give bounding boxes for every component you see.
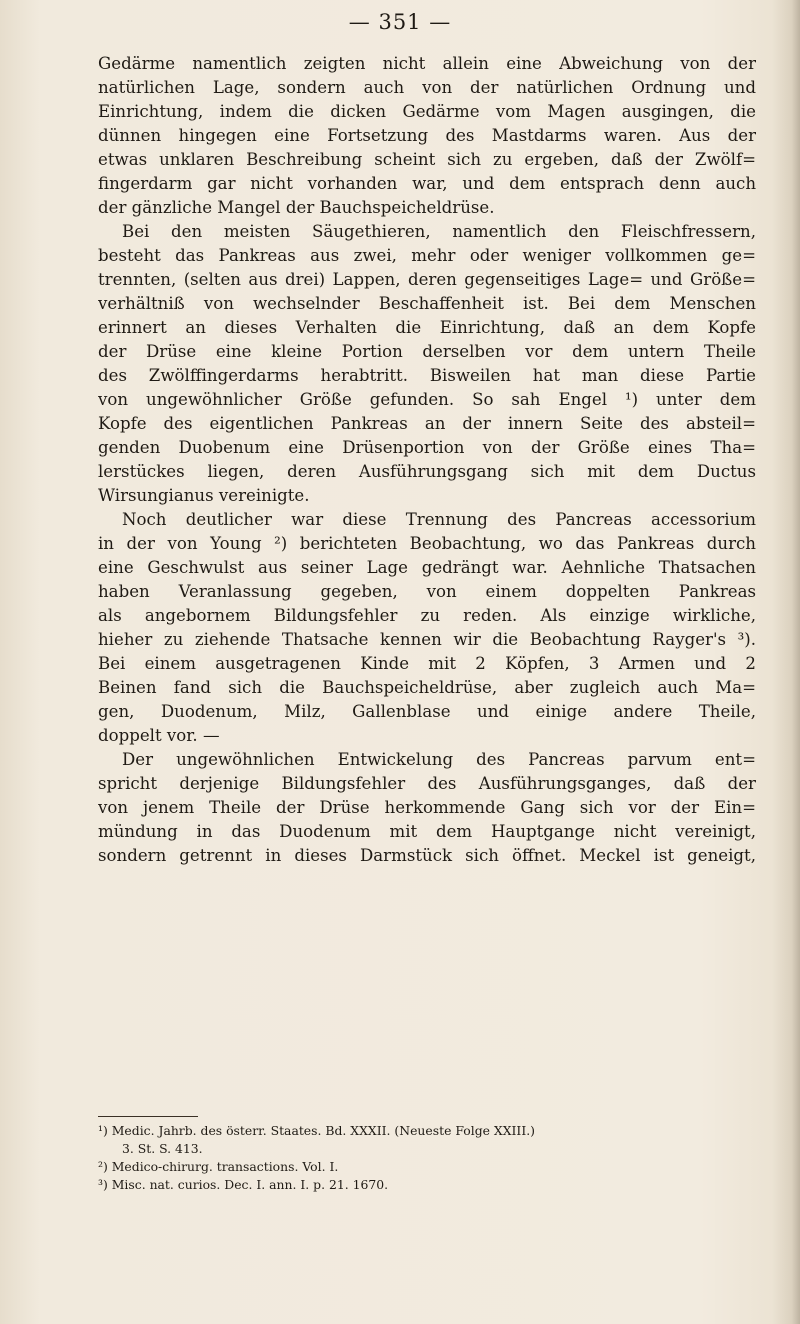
text-line: haben Veranlassung gegeben, von einem doppelten Pankreas — [98, 582, 756, 601]
text-line: sondern getrennt in dieses Darmstück sich öffnet. Meckel ist geneigt, — [98, 846, 756, 865]
footnotes — [98, 1122, 756, 1194]
text-line: trennten, (selten aus drei) Lappen, deren gegenseitiges Lage= und Größe= — [98, 270, 756, 289]
footnote-line: ²) Medico-chirurg. transactions. Vol. I. — [98, 1159, 339, 1174]
text-line: in der von Young ²) berichteten Beobachtung, wo das Pankreas durch — [98, 534, 756, 553]
text-line: Bei den meisten Säugethieren, namentlich den Fleischfressern, — [122, 222, 756, 241]
text-line: spricht derjenige Bildungsfehler des Ausführungsganges, daß der — [98, 774, 756, 793]
footnote-line: 3. St. S. 413. — [122, 1141, 203, 1156]
text-line: Der ungewöhnlichen Entwickelung des Pancreas parvum ent= — [122, 750, 756, 769]
text-line: gen, Duodenum, Milz, Gallenblase und einige andere Theile, — [98, 702, 756, 721]
footnote-rule — [98, 1116, 198, 1117]
body-text — [98, 52, 756, 868]
page-number: — 351 — — [348, 10, 452, 34]
text-line: dünnen hingegen eine Fortsetzung des Mastdarms waren. Aus der — [98, 126, 756, 145]
text-line: von ungewöhnlicher Größe gefunden. So sah Engel ¹) unter dem — [98, 390, 756, 409]
text-line: fingerdarm gar nicht vorhanden war, und dem entsprach denn auch — [98, 174, 756, 193]
text-line: natürlichen Lage, sondern auch von der natürlichen Ordnung und — [98, 78, 756, 97]
text-line: eine Geschwulst aus seiner Lage gedrängt war. Aehnliche Thatsachen — [98, 558, 756, 577]
text-line: verhältniß von wechselnder Beschaffenheit ist. Bei dem Menschen — [98, 294, 756, 313]
text-line: Wirsungianus vereinigte. — [98, 486, 310, 505]
text-line: Beinen fand sich die Bauchspeicheldrüse, aber zugleich auch Ma= — [98, 678, 756, 697]
text-line: der gänzliche Mangel der Bauchspeicheldrüse. — [98, 198, 495, 217]
text-line: etwas unklaren Beschreibung scheint sich zu ergeben, daß der Zwölf= — [98, 150, 756, 169]
text-line: hieher zu ziehende Thatsache kennen wir die Beobachtung Rayger's ³). — [98, 630, 756, 649]
footnote-line: ¹) Medic. Jahrb. des österr. Staates. Bd. XXXII. (Neueste Folge XXIII.) — [98, 1123, 535, 1138]
text-line: erinnert an dieses Verhalten die Einrichtung, daß an dem Kopfe — [98, 318, 756, 337]
text-line: Bei einem ausgetragenen Kinde mit 2 Köpfen, 3 Armen und 2 — [98, 654, 756, 673]
text-line: Kopfe des eigentlichen Pankreas an der innern Seite des absteil= — [98, 414, 756, 433]
text-line: Noch deutlicher war diese Trennung des Pancreas accessorium — [122, 510, 756, 529]
text-line: genden Duobenum eine Drüsenportion von der Größe eines Tha= — [98, 438, 756, 457]
text-line: von jenem Theile der Drüse herkommende Gang sich vor der Ein= — [98, 798, 756, 817]
text-line: lerstückes liegen, deren Ausführungsgang sich mit dem Ductus — [98, 462, 756, 481]
footnote-line: ³) Misc. nat. curios. Dec. I. ann. I. p. 21. 1670. — [98, 1177, 389, 1192]
text-line: Gedärme namentlich zeigten nicht allein eine Abweichung von der — [98, 54, 756, 73]
text-line: mündung in das Duodenum mit dem Hauptgange nicht vereinigt, — [98, 822, 756, 841]
text-line: des Zwölffingerdarms herabtritt. Bisweilen hat man diese Partie — [98, 366, 756, 385]
binding-shadow — [772, 0, 800, 1324]
text-line: der Drüse eine kleine Portion derselben vor dem untern Theile — [98, 342, 756, 361]
text-line: als angebornem Bildungsfehler zu reden. Als einzige wirkliche, — [98, 606, 756, 625]
text-line: Einrichtung, indem die dicken Gedärme vom Magen ausgingen, die — [98, 102, 756, 121]
text-line: doppelt vor. — — [98, 726, 220, 745]
text-line: besteht das Pankreas aus zwei, mehr oder weniger vollkommen ge= — [98, 246, 756, 265]
